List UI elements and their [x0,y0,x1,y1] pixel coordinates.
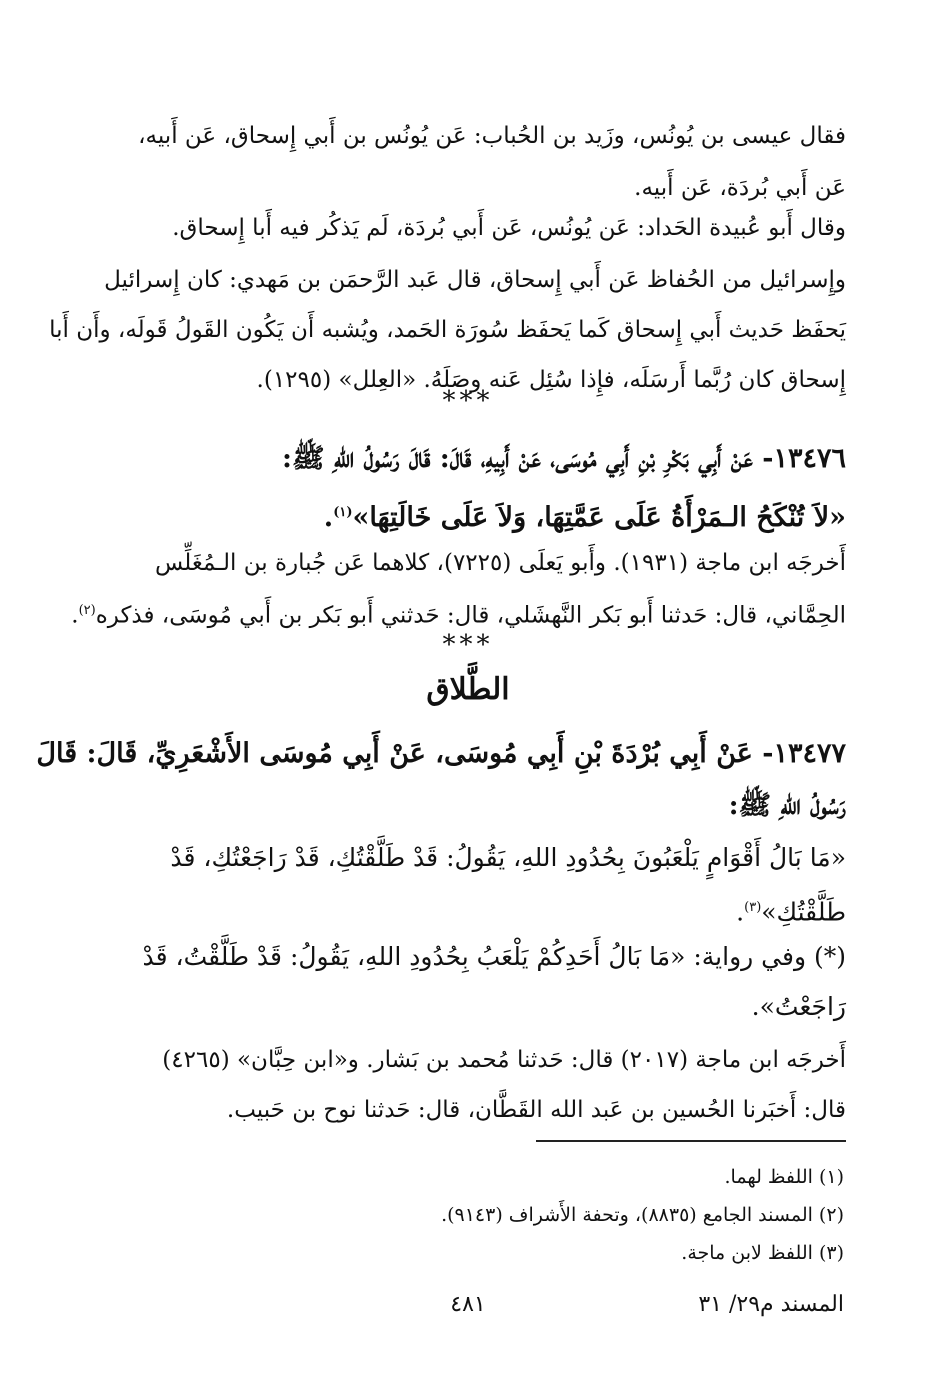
footnote-2: (٢) المسند الجامع (٨٨٣٥)، وتحفة الأَشراف (٩١٤٣). [441,1204,844,1226]
takhrij-13477 [100,1035,846,1135]
hadith-13477-matn [100,833,846,937]
section-title: الطَّلاق [426,672,510,707]
text-line: رَاجَعْتُ». [751,992,846,1021]
separator-stars: *** [442,630,494,660]
footnote-1: (١) اللفظ لهما. [724,1166,844,1188]
footnote-ref: (١) [333,505,353,520]
hadith-isnad: ١٣٤٧٧- عَنْ أَبِي بُرْدَةَ بْنِ أَبِي مُوسَى، عَنْ أَبِي مُوسَى الأَشْعَرِيِّ، قَالَ: قَالَ [36,738,846,769]
text-line: عَن أَبي بُردَة، عَن أَبيه. [634,175,846,201]
riwaya-variant [100,932,846,1032]
hadith-13477 [36,728,846,832]
text-span: الحِمَّاني، قال: حَدثنا أَبو بَكر النَّهشَلي، قال: حَدثني أَبو بَكر بن أَبي مُوسَى، فذكره [95,602,846,629]
hadith-isnad: ١٣٤٧٦- عَنْ أَبِي بَكْرِ بْنِ أَبِي مُوسَى، عَنْ أَبِيهِ، قَالَ: قَالَ رَسُولُ اللهِ ﷺ: [282,443,846,474]
footnote-ref: (٢) [78,603,96,618]
hadith-matn [100,486,846,545]
hadith-isnad: رَسُولُ اللهِ ﷺ: [728,790,846,821]
text-line: قال: أَخبَرنا الحُسين بن عَبد الله القَطَّان، قال: حَدثنا نوح بن حَبيب. [226,1097,846,1123]
separator-stars: *** [442,386,494,416]
paragraph-chain-variants [100,110,846,214]
footnote-ref: (٣) [744,900,762,915]
text-line: يَحفَظ حَديث أَبي إِسحاق كَما يَحفَظ سُورَة الحَمد، ويُشبه أَن يَكُون القَولُ قَولَه، وأَن أَبا [49,317,846,343]
text-line: أَخرجَه ابن ماجة (١٩٣١). وأَبو يَعلَى (٧٢٢٥)، كلاهما عَن جُبارة بن الـمُغَلِّس [154,550,846,576]
text-line: وقال أَبو عُبيدة الحَداد: عَن يُونُس، عَن أَبي بُردَة، لَم يَذكُر فيه أَبا إِسحاق. [172,215,846,241]
text-line: «مَا بَالُ أَقْوَامٍ يَلْعَبُونَ بِحُدُودِ اللهِ، يَقُولُ: قَدْ طَلَّقْتُكِ، قَدْ رَاجَعْتُكِ، قَدْ [170,843,846,872]
footnote-3: (٣) اللفظ لابن ماجة. [681,1242,844,1264]
matn-text: «لاَ تُنْكَحُ الـمَرْأَةُ عَلَى عَمَّتِهَا، وَلاَ عَلَى خَالَتِهَا» [352,502,846,533]
text-line: أَخرجَه ابن ماجة (٢٠١٧) قال: حَدثنا مُحمد بن بَشار. و«ابن حِبَّان» (٤٢٦٥) [162,1047,846,1073]
punctuation: . [71,602,79,629]
paragraph-abu-ubayda [100,206,846,250]
text-line [100,883,846,937]
page-number: ٤٨١ [450,1292,486,1317]
text-line: إِسحاق كان رُبَّما أَرسَلَه، فإِذا سُئِل عَنه وصَلَهُ. «العِلل» (١٢٩٥). [256,367,846,393]
punctuation: . [323,502,334,533]
takhrij-13476 [71,540,846,640]
text-line: وإِسرائيل من الحُفاظ عَن أَبي إِسحاق، قال عَبد الرَّحمَن بن مَهدي: كان إِسرائيل [104,267,846,293]
book-reference: المسند م٢٩/ ٣١ [698,1292,844,1317]
punctuation: . [736,897,745,927]
text-line: (*) وفي رواية: «مَا بَالُ أَحَدِكُمْ يَلْعَبُ بِحُدُودِ اللهِ، يَقُولُ: قَدْ طَلَّقْتُ، قَدْ [142,942,846,971]
hadith-13476 [100,432,846,545]
text-span: طَلَّقْتُكِ» [761,897,846,927]
paragraph-israil [49,255,846,405]
text-line: فقال عيسى بن يُونُس، وزَيد بن الحُباب: عَن يُونُس بن أَبي إِسحاق، عَن أَبيه، [138,123,846,149]
footnote-divider [536,1140,846,1142]
